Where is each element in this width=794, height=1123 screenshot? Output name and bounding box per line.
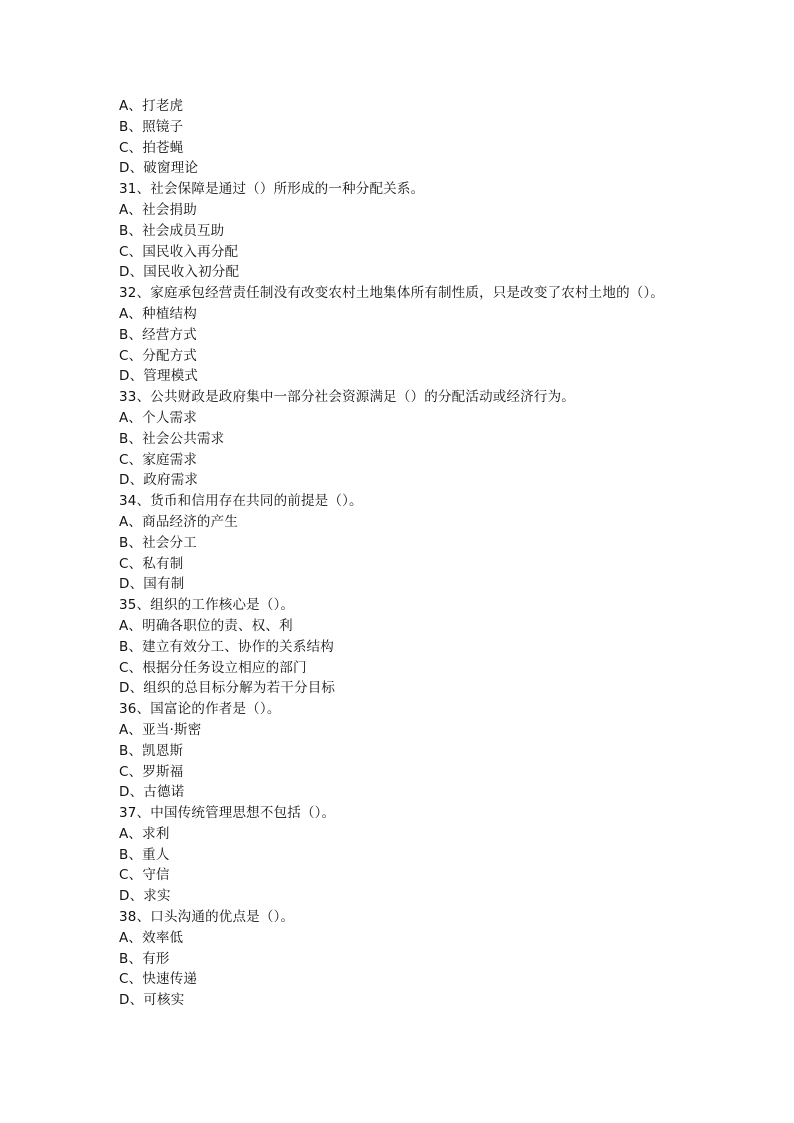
option-b: B、社会分工 bbox=[119, 534, 197, 551]
option-c: C、分配方式 bbox=[119, 347, 198, 364]
option-b: B、经营方式 bbox=[119, 326, 197, 343]
option-d: D、国有制 bbox=[119, 576, 185, 593]
option-c: C、根据分任务设立相应的部门 bbox=[119, 659, 307, 676]
option-c: C、快速传递 bbox=[119, 971, 198, 988]
option-a: A、求利 bbox=[119, 825, 170, 842]
option-a: A、社会捐助 bbox=[119, 201, 197, 218]
option-b: B、重人 bbox=[119, 846, 170, 863]
option-b: B、建立有效分工、协作的关系结构 bbox=[119, 638, 334, 655]
option-d: D、管理模式 bbox=[119, 368, 199, 385]
option-a: A、个人需求 bbox=[119, 409, 197, 426]
question-38 bbox=[119, 907, 719, 1011]
question-stem: 36、国富论的作者是（）。 bbox=[119, 701, 281, 718]
option-a: A、打老虎 bbox=[119, 98, 184, 114]
question-stem: 33、公共财政是政府集中一部分社会资源满足（）的分配活动或经济行为。 bbox=[119, 389, 575, 406]
option-d: D、可核实 bbox=[119, 992, 185, 1009]
option-c: C、守信 bbox=[119, 867, 170, 884]
option-b: B、社会成员互助 bbox=[119, 222, 225, 239]
question-35 bbox=[119, 595, 719, 699]
option-c: C、家庭需求 bbox=[119, 451, 198, 468]
option-a: A、亚当·斯密 bbox=[119, 721, 202, 738]
question-32 bbox=[119, 283, 719, 387]
option-a: A、种植结构 bbox=[119, 305, 197, 322]
option-c: C、国民收入再分配 bbox=[119, 243, 239, 260]
option-b: B、社会公共需求 bbox=[119, 430, 225, 447]
question-36 bbox=[119, 699, 719, 803]
option-d: D、求实 bbox=[119, 888, 171, 905]
question-stem: 38、口头沟通的优点是（）。 bbox=[119, 909, 295, 926]
option-b: B、有形 bbox=[119, 950, 170, 967]
question-37 bbox=[119, 803, 719, 907]
question-31 bbox=[119, 179, 719, 283]
option-d: D、破窗理论 bbox=[119, 160, 199, 177]
question-33 bbox=[119, 387, 719, 491]
question-stem: 37、中国传统管理思想不包括（）。 bbox=[119, 805, 336, 822]
option-c: C、罗斯福 bbox=[119, 763, 184, 780]
question-stem: 32、家庭承包经营责任制没有改变农村土地集体所有制性质，只是改变了农村土地的（）。 bbox=[119, 285, 665, 302]
leading-options bbox=[119, 96, 719, 179]
option-d: D、古德诺 bbox=[119, 784, 185, 801]
option-c: C、私有制 bbox=[119, 555, 184, 572]
option-d: D、组织的总目标分解为若干分目标 bbox=[119, 680, 336, 697]
option-a: A、效率低 bbox=[119, 929, 184, 946]
option-a: A、商品经济的产生 bbox=[119, 513, 239, 530]
option-d: D、国民收入初分配 bbox=[119, 264, 240, 281]
question-stem: 34、货币和信用存在共同的前提是（）。 bbox=[119, 493, 363, 510]
question-34 bbox=[119, 491, 719, 595]
question-stem: 35、组织的工作核心是（）。 bbox=[119, 597, 295, 614]
option-a: A、明确各职位的责、权、利 bbox=[119, 617, 293, 634]
question-stem: 31、社会保障是通过（）所形成的一种分配关系。 bbox=[119, 181, 425, 198]
option-b: B、凯恩斯 bbox=[119, 742, 184, 759]
question-list bbox=[119, 96, 719, 1011]
option-c: C、拍苍蝇 bbox=[119, 139, 184, 156]
option-b: B、照镜子 bbox=[119, 118, 184, 135]
option-d: D、政府需求 bbox=[119, 472, 199, 489]
